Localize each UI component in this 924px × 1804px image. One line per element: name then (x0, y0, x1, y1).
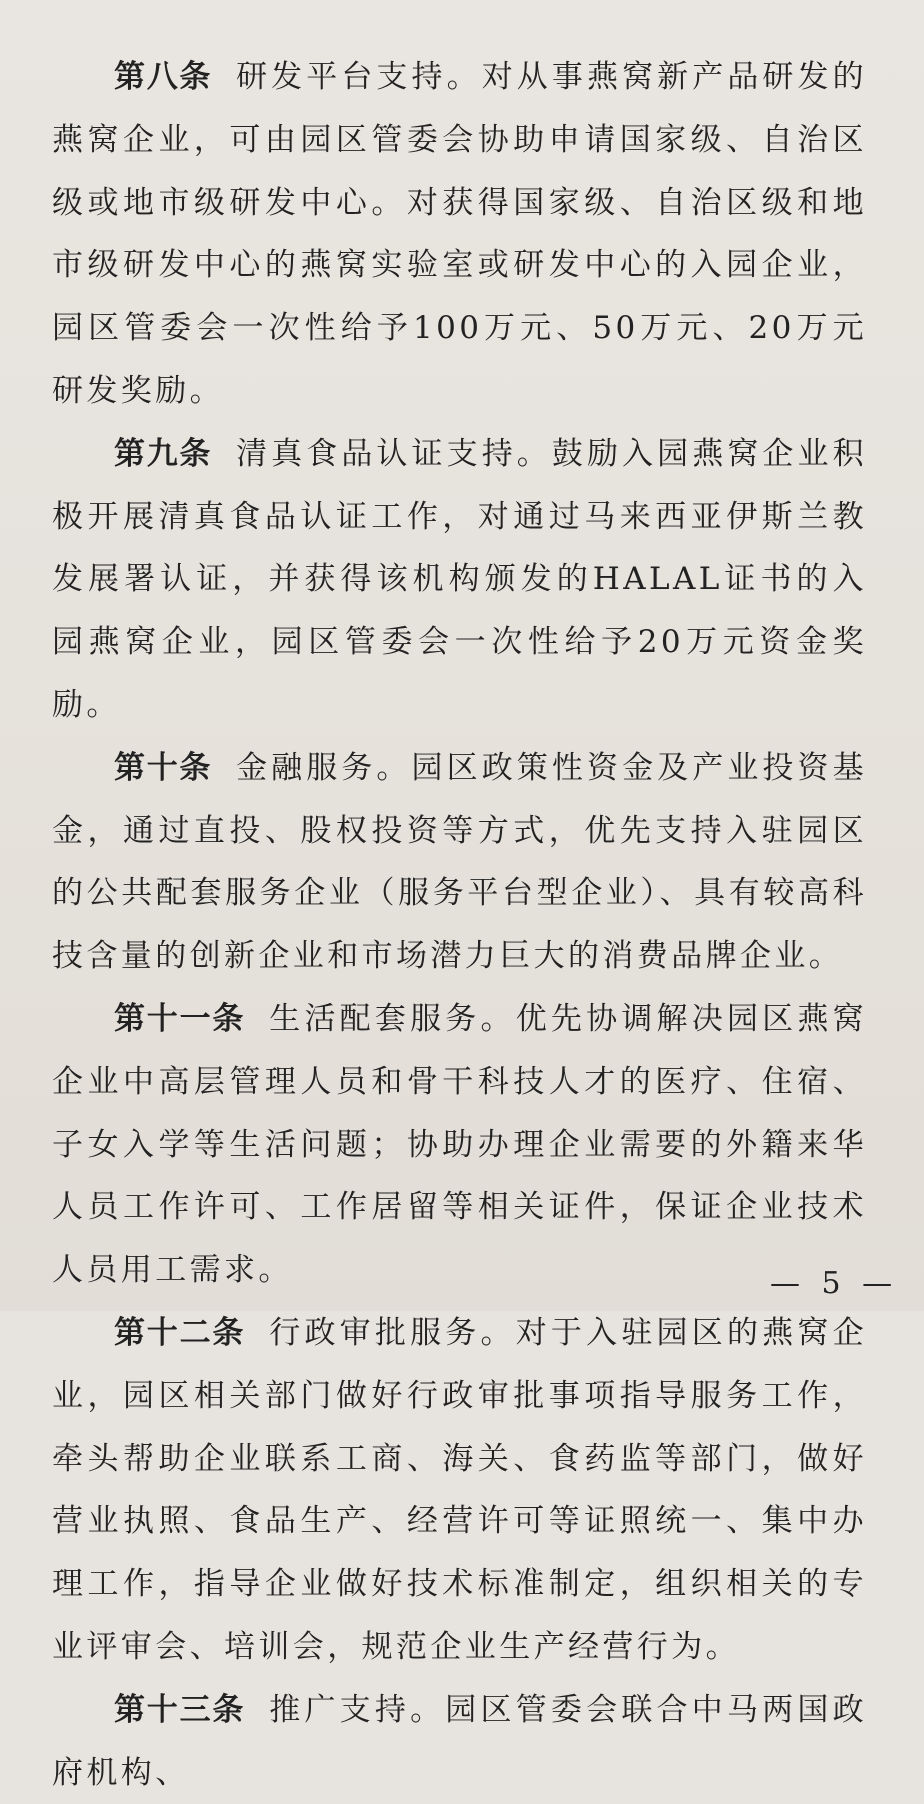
article-text: 金融服务。园区政策性资金及产业投资基金，通过直投、股权投资等方式，优先支持入驻园区的公共配套服务企业（服务平台型企业）、具有较高科技含量的创新企业和市场潜力巨大的消费品牌企业。 (52, 749, 868, 975)
document-body (52, 46, 867, 1804)
page-number: — 5 — (770, 1266, 899, 1301)
article-text: 行政审批服务。对于入驻园区的燕窝企业，园区相关部门做好行政审批事项指导服务工作，牵头帮助企业联系工商、海关、食药监等部门，做好营业执照、食品生产、经营许可等证照统一、集中办理工作，指导企业做好技术标准制定，组织相关的专业评审会、培训会，规范企业生产经营行为。 (52, 1314, 867, 1665)
article-10 (52, 737, 867, 988)
article-8 (52, 46, 867, 423)
article-heading: 第十条 (114, 749, 213, 786)
article-heading: 第十三条 (114, 1691, 246, 1728)
article-heading: 第八条 (114, 59, 213, 95)
article-heading: 第十一条 (114, 1000, 246, 1037)
article-heading: 第十二条 (114, 1314, 246, 1351)
article-13 (52, 1679, 867, 1804)
article-text: 推广支持。园区管委会联合中马两国政府机构、 (52, 1691, 867, 1791)
article-9 (52, 423, 867, 737)
article-text: 清真食品认证支持。鼓励入园燕窝企业积极开展清真食品认证工作，对通过马来西亚伊斯兰教发展署认证，并获得该机构颁发的HALAL证书的入园燕窝企业，园区管委会一次性给予20万元资金奖励。 (52, 435, 868, 723)
article-text: 生活配套服务。优先协调解决园区燕窝企业中高层管理人员和骨干科技人才的医疗、住宿、子女入学等生活问题；协助办理企业需要的外籍来华人员工作许可、工作居留等相关证件，保证企业技术人员用工需求。 (52, 1000, 867, 1289)
article-12 (52, 1302, 867, 1679)
article-11 (52, 988, 867, 1302)
article-text: 研发平台支持。对从事燕窝新产品研发的燕窝企业，可由园区管委会协助申请国家级、自治区级或地市级研发中心。对获得国家级、自治区级和地市级研发中心的燕窝实验室或研发中心的入园企业，园区管委会一次性给予100万元、50万元、20万元研发奖励。 (52, 59, 868, 409)
article-heading: 第九条 (114, 435, 213, 472)
